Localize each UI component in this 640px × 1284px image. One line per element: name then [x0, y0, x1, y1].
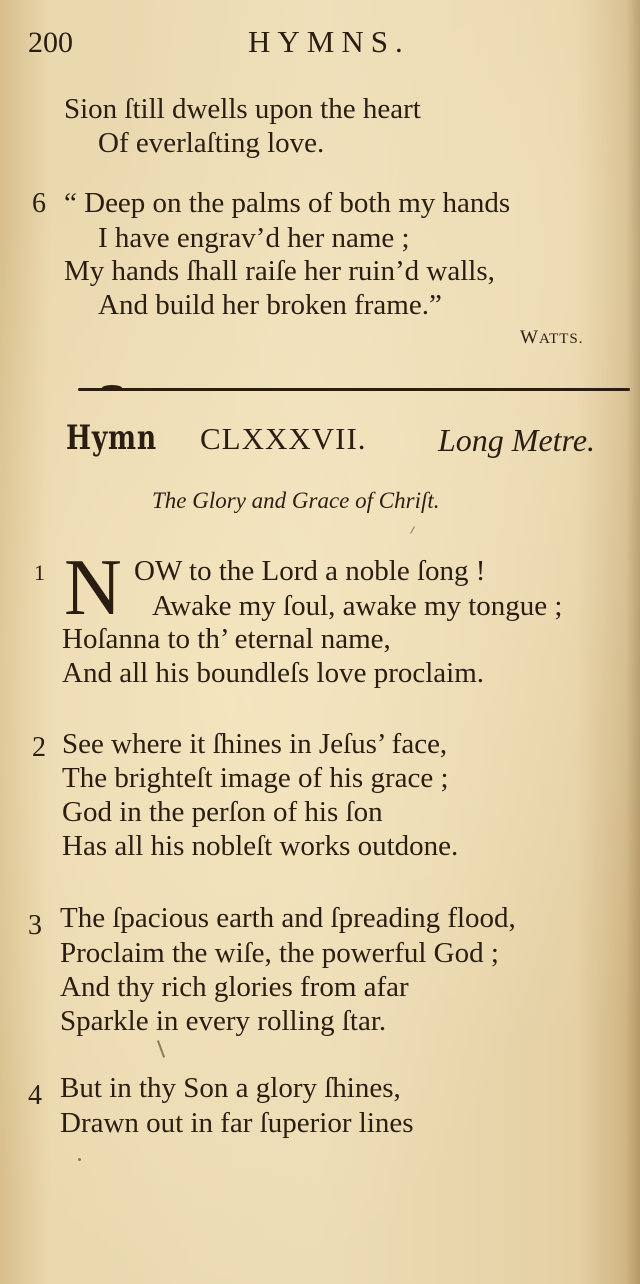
verse-number: 3 [28, 910, 42, 941]
page-edge-shadow [626, 0, 640, 1284]
poem-line: I have engrav’d her name ; [98, 222, 410, 254]
poem-line: Of everlaſting love. [98, 127, 325, 159]
verse-number: 4 [28, 1080, 42, 1111]
poem-line: And thy rich glories from afar [60, 971, 409, 1003]
ink-speck [78, 1158, 81, 1161]
poem-line: Drawn out in far ſuperior lines [60, 1107, 414, 1139]
poem-line: OW to the Lord a noble ſong ! [134, 555, 486, 587]
hymn-subtitle: The Glory and Grace of Chriſt. [152, 488, 440, 513]
section-divider-rule [78, 388, 630, 391]
author-attribution [520, 327, 584, 349]
drop-cap: N [64, 544, 122, 632]
poem-line: Awake my ſoul, awake my tongue ; [152, 590, 563, 622]
hymn-heading-blackletter: Hymn [66, 418, 157, 458]
poem-line: The brighteſt image of his grace ; [62, 762, 449, 794]
poem-line: Sion ſtill dwells upon the heart [64, 93, 421, 125]
poem-line: “ Deep on the palms of both my hands [64, 187, 511, 219]
poem-line: God in the perſon of his ſon [62, 796, 383, 828]
poem-line: Proclaim the wiſe, the powerful God ; [60, 937, 499, 969]
running-head: HYMNS. [248, 24, 410, 59]
attribution-initial: W [520, 327, 539, 348]
poem-line: The ſpacious earth and ſpreading flood, [60, 902, 516, 934]
ink-speck [157, 1040, 165, 1058]
ink-speck [410, 526, 415, 533]
verse-number: 1 [34, 560, 45, 585]
poem-line: Sparkle in every rolling ſtar. [60, 1005, 387, 1037]
poem-line: But in thy Son a glory ſhines, [60, 1072, 401, 1104]
poem-line: Has all his nobleſt works outdone. [62, 830, 459, 862]
page-number: 200 [28, 26, 73, 59]
verse-number: 2 [32, 732, 46, 763]
hymn-number: CLXXXVII. [200, 421, 367, 456]
poem-line: Hoſanna to th’ eternal name, [62, 623, 391, 655]
hymn-metre: Long Metre. [438, 422, 596, 458]
poem-line: And build her broken frame.” [98, 289, 442, 321]
poem-line: My hands ſhall raiſe her ruin’d walls, [64, 255, 495, 287]
verse-number: 6 [32, 188, 46, 219]
poem-line: See where it ſhines in Jeſus’ face, [62, 728, 448, 760]
attribution-small-caps: ATTS. [538, 331, 584, 347]
poem-line: And all his boundleſs love proclaim. [62, 657, 485, 689]
